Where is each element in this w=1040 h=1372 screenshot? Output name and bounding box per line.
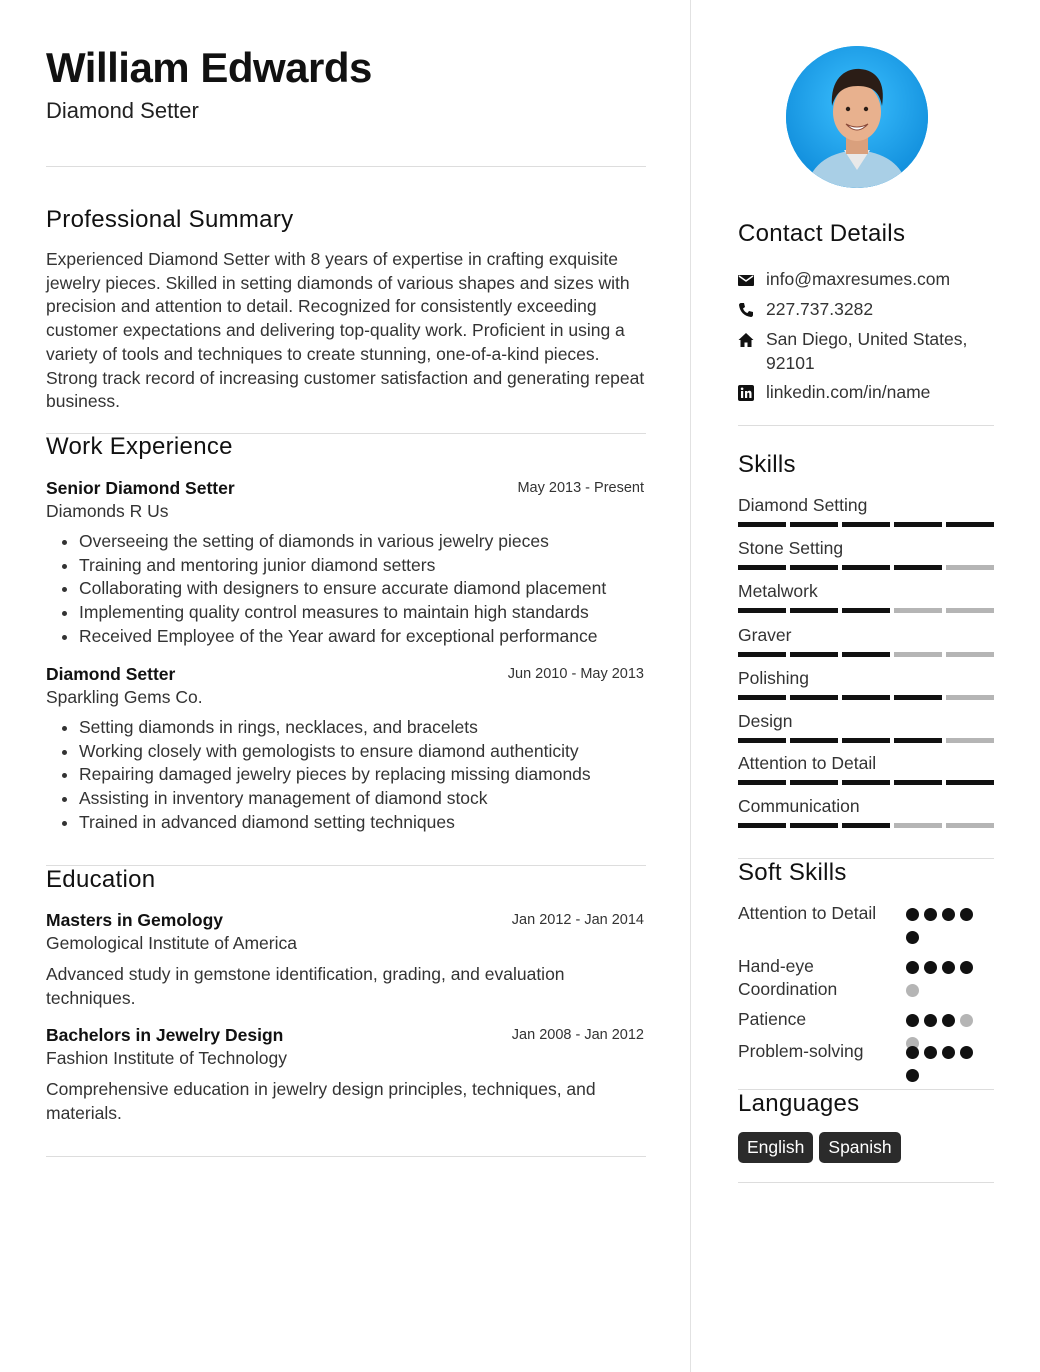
skill-level-segment (842, 780, 890, 785)
skill-name: Polishing (738, 668, 810, 688)
rating-dot (960, 1014, 973, 1027)
rating-dot (924, 1046, 937, 1059)
skill-level-bar (738, 780, 994, 785)
job-entry-bullets (46, 716, 646, 835)
job-entry-company: Diamonds R Us (46, 501, 169, 521)
skill-level-segment (894, 522, 942, 527)
list-item: • Working closely with gemologists to ensure diamond authenticity (79, 740, 646, 764)
rating-dot (906, 984, 919, 997)
rating-dot (942, 1014, 955, 1027)
skill-level-segment (842, 608, 890, 613)
job-entry-date: Jun 2010 - May 2013 (507, 666, 644, 682)
job-entry-bullets (46, 530, 646, 649)
soft-skills-heading: Soft Skills (738, 859, 847, 886)
skill-level-segment (946, 652, 994, 657)
soft-skill-name: Attention to Detail (738, 903, 877, 923)
job-entry-date: May 2013 - Present (517, 480, 644, 496)
skill-level-segment (842, 823, 890, 828)
skill-level-segment (894, 780, 942, 785)
skill-level-segment (790, 780, 838, 785)
education-date: Jan 2012 - Jan 2014 (511, 912, 644, 928)
skill-name: Graver (738, 625, 792, 645)
skill-level-segment (738, 780, 786, 785)
skill-level-segment (842, 652, 890, 657)
list-item: • Trained in advanced diamond setting techniques (79, 811, 646, 835)
experience-heading: Work Experience (46, 433, 233, 460)
skill-level-segment (790, 652, 838, 657)
rating-dot (906, 931, 919, 944)
contact-divider (738, 425, 994, 426)
list-item: • Training and mentoring junior diamond setters (79, 554, 646, 578)
education-description: Comprehensive education in jewelry design principles, techniques, and materials. (46, 1079, 596, 1123)
skill-name: Diamond Setting (738, 495, 868, 515)
skill-level-segment (946, 823, 994, 828)
skill-level-segment (842, 738, 890, 743)
skill-level-segment (738, 738, 786, 743)
skill-level-segment (842, 695, 890, 700)
rating-dot (960, 908, 973, 921)
skill-level-segment (894, 565, 942, 570)
education-heading: Education (46, 866, 156, 893)
skill-item (738, 795, 994, 817)
languages-heading: Languages (738, 1090, 860, 1117)
rating-dot (960, 961, 973, 974)
skill-level-segment (894, 695, 942, 700)
summary-text: Experienced Diamond Setter with 8 years of expertise in crafting exquisite jewelry pieces. Skilled in setting diamonds of various shapes and sizes with precision and attention to detail. Recognized for consistently exceeding customer expectations and delivering top-quality work. Proficient in using a variety of tools and techniques to create stunning, one-of-a-kind pieces. Strong track record of increasing customer satisfaction and generating repeat business. (46, 249, 645, 412)
rating-dot (906, 1014, 919, 1027)
contact-heading: Contact Details (738, 220, 906, 247)
skill-item (738, 537, 994, 559)
skill-level-bar (738, 823, 994, 828)
skill-level-segment (738, 522, 786, 527)
skill-level-segment (790, 738, 838, 743)
phone-icon (738, 302, 754, 318)
skills-heading: Skills (738, 451, 796, 478)
home-icon (738, 332, 754, 348)
skill-level-segment (790, 695, 838, 700)
skill-item (738, 667, 994, 689)
skill-item (738, 494, 994, 516)
skill-level-segment (738, 695, 786, 700)
avatar (786, 46, 928, 188)
job-entry (46, 663, 646, 835)
skill-level-bar (738, 565, 994, 570)
skill-level-segment (738, 823, 786, 828)
education-date: Jan 2008 - Jan 2012 (511, 1027, 644, 1043)
skill-item (738, 624, 994, 646)
list-item: • Overseeing the setting of diamonds in various jewelry pieces (79, 530, 646, 554)
list-item: • Received Employee of the Year award for exceptional performance (79, 625, 646, 649)
job-entry-title: Diamond Setter (46, 664, 176, 684)
skill-level-segment (946, 522, 994, 527)
skill-level-segment (894, 608, 942, 613)
skill-level-bar (738, 738, 994, 743)
language-badge: Spanish (819, 1132, 900, 1163)
job-title: Diamond Setter (46, 98, 199, 123)
skill-level-segment (946, 738, 994, 743)
rating-dot (960, 1046, 973, 1059)
skill-name: Stone Setting (738, 538, 844, 558)
skill-level-segment (894, 823, 942, 828)
rating-dot (942, 908, 955, 921)
skill-level-bar (738, 652, 994, 657)
list-item: • Repairing damaged jewelry pieces by replacing missing diamonds (79, 763, 646, 787)
rating-dot (924, 908, 937, 921)
rating-dot (906, 1069, 919, 1082)
skill-name: Metalwork (738, 581, 818, 601)
education-description: Advanced study in gemstone identification, grading, and evaluation techniques. (46, 964, 565, 1008)
skill-item (738, 710, 994, 732)
email-text: info@maxresumes.com (766, 269, 951, 289)
skill-level-segment (790, 823, 838, 828)
phone-text: 227.737.3282 (766, 299, 874, 319)
skill-level-segment (790, 522, 838, 527)
skill-level-bar (738, 608, 994, 613)
column-divider (690, 0, 691, 1372)
linkedin-text: linkedin.com/in/name (766, 382, 931, 402)
envelope-icon (738, 272, 754, 288)
linkedin-icon (738, 385, 754, 401)
education-degree: Masters in Gemology (46, 910, 223, 930)
skill-level-segment (842, 565, 890, 570)
soft-skill-name: Patience (738, 1009, 807, 1029)
education-divider (46, 1156, 646, 1157)
skill-level-segment (894, 738, 942, 743)
skill-level-segment (842, 522, 890, 527)
education-degree: Bachelors in Jewelry Design (46, 1025, 284, 1045)
rating-dot (924, 1014, 937, 1027)
soft-skill-name: Hand-eye Coordination (738, 956, 838, 999)
rating-dot (942, 1046, 955, 1059)
address-text: San Diego, United States, 92101 (766, 329, 968, 373)
skill-level-bar (738, 695, 994, 700)
education-school: Gemological Institute of America (46, 933, 297, 953)
rating-dot (906, 1046, 919, 1059)
languages-divider (738, 1182, 994, 1183)
job-entry-title: Senior Diamond Setter (46, 478, 235, 498)
skill-level-segment (894, 652, 942, 657)
skill-name: Design (738, 711, 793, 731)
education-entry (46, 1024, 646, 1125)
rating-dot (942, 961, 955, 974)
soft-skill-name: Problem-solving (738, 1041, 864, 1061)
list-item: • Assisting in inventory management of diamond stock (79, 787, 646, 811)
skill-name: Communication (738, 796, 860, 816)
skill-level-segment (738, 565, 786, 570)
rating-dot (906, 961, 919, 974)
skill-level-segment (946, 608, 994, 613)
profile-photo (786, 46, 928, 188)
skill-level-segment (946, 565, 994, 570)
header-divider (46, 166, 646, 167)
rating-dot (906, 908, 919, 921)
skill-item (738, 752, 994, 774)
skill-level-segment (738, 652, 786, 657)
summary-heading: Professional Summary (46, 206, 294, 233)
candidate-name: William Edwards (46, 44, 372, 91)
job-entry-company: Sparkling Gems Co. (46, 687, 203, 707)
list-item: • Setting diamonds in rings, necklaces, and bracelets (79, 716, 646, 740)
education-entry (46, 909, 646, 1010)
rating-dot (924, 961, 937, 974)
skill-level-segment (946, 695, 994, 700)
skill-level-bar (738, 522, 994, 527)
education-school: Fashion Institute of Technology (46, 1048, 287, 1068)
skill-item (738, 580, 994, 602)
list-item: • Implementing quality control measures to maintain high standards (79, 601, 646, 625)
job-entry (46, 477, 646, 649)
skill-level-segment (946, 780, 994, 785)
language-badge: English (738, 1132, 813, 1163)
skill-level-segment (738, 608, 786, 613)
skill-level-segment (790, 565, 838, 570)
list-item: • Collaborating with designers to ensure accurate diamond placement (79, 577, 646, 601)
skill-level-segment (790, 608, 838, 613)
skill-name: Attention to Detail (738, 753, 877, 773)
languages-list (738, 1132, 901, 1163)
